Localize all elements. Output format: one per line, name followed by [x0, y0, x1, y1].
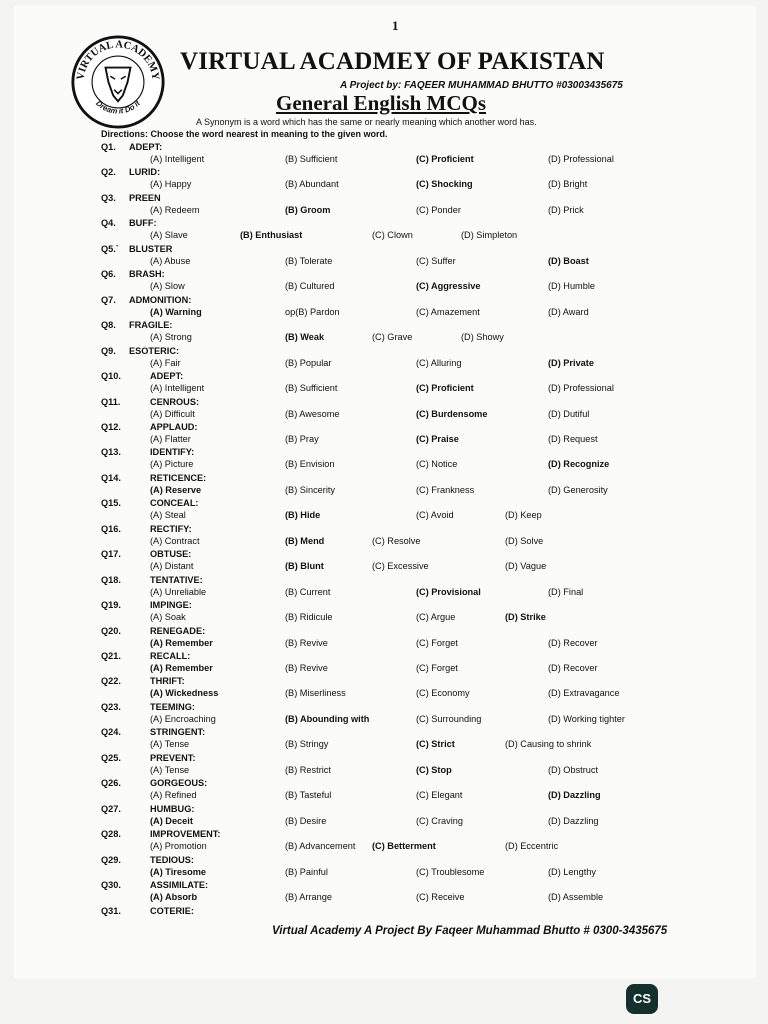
question-row — [0, 446, 768, 458]
options-row — [0, 713, 768, 725]
question-row — [0, 726, 768, 738]
question-row — [0, 345, 768, 357]
question-row — [0, 879, 768, 891]
question-number: Q10. — [101, 371, 121, 381]
question-row — [0, 370, 768, 382]
question-number: Q28. — [101, 829, 121, 839]
question-word: APPLAUD: — [150, 422, 198, 432]
answer-option: (D) Dazzling — [548, 816, 599, 826]
answer-option: (D) Request — [548, 434, 598, 444]
academy-logo — [70, 34, 166, 130]
answer-option-correct: (D) Strike — [505, 612, 546, 622]
question-number: Q22. — [101, 676, 121, 686]
question-row — [0, 599, 768, 611]
question-word: OBTUSE: — [150, 549, 192, 559]
question-number: Q8. — [101, 320, 116, 330]
question-row — [0, 701, 768, 713]
answer-option: (B) Awesome — [285, 409, 340, 419]
answer-option: (C) Excessive — [372, 561, 429, 571]
options-row — [0, 509, 768, 521]
answer-option: (C) Forget — [416, 663, 458, 673]
question-number: Q18. — [101, 575, 121, 585]
answer-option: (C) Economy — [416, 688, 470, 698]
question-row — [0, 650, 768, 662]
question-number: Q16. — [101, 524, 121, 534]
answer-option: (A) Redeem — [150, 205, 200, 215]
options-row — [0, 229, 768, 241]
answer-option: (B) Miserliness — [285, 688, 346, 698]
answer-option-correct: (A) Wickedness — [150, 688, 219, 698]
answer-option-correct: (A) Absorb — [150, 892, 198, 902]
answer-option: (D) Award — [548, 307, 589, 317]
answer-option: (B) Advancement — [285, 841, 356, 851]
question-word: TEEMING: — [150, 702, 195, 712]
answer-option-correct: (B) Weak — [285, 332, 325, 342]
options-row — [0, 306, 768, 318]
question-word: CENROUS: — [150, 397, 200, 407]
options-row — [0, 178, 768, 190]
answer-option: (D) Recover — [548, 638, 598, 648]
answer-option-correct: (D) Private — [548, 358, 594, 368]
question-number: Q6. — [101, 269, 116, 279]
answer-option: (B) Sincerity — [285, 485, 336, 495]
options-row — [0, 764, 768, 776]
answer-option-correct: (D) Boast — [548, 256, 589, 266]
answer-option-correct: (B) Mend — [285, 536, 325, 546]
answer-option: (A) Promotion — [150, 841, 207, 851]
question-number: Q7. — [101, 295, 116, 305]
question-row — [0, 141, 768, 153]
answer-option: (B) Revive — [285, 638, 328, 648]
answer-option-correct: (D) Dazzling — [548, 790, 601, 800]
question-number: Q21. — [101, 651, 121, 661]
answer-option: (C) Elegant — [416, 790, 463, 800]
question-row — [0, 574, 768, 586]
answer-option: (A) Intelligent — [150, 383, 205, 393]
question-row — [0, 905, 768, 917]
question-word: GORGEOUS: — [150, 778, 208, 788]
question-word: ASSIMILATE: — [150, 880, 209, 890]
question-number: Q24. — [101, 727, 121, 737]
answer-option-correct: (A) Warning — [150, 307, 202, 317]
answer-option-correct: (A) Remember — [150, 638, 213, 648]
answer-option: (C) Amazement — [416, 307, 480, 317]
options-row — [0, 153, 768, 165]
options-row — [0, 280, 768, 292]
answer-option: (D) Final — [548, 587, 584, 597]
answer-option: (C) Troublesome — [416, 867, 485, 877]
question-number: Q20. — [101, 626, 121, 636]
question-row — [0, 217, 768, 229]
footer-text: Virtual Academy A Project By Faqeer Muhammad Bhutto # 0300-3435675 — [272, 925, 668, 937]
answer-option: (D) Humble — [548, 281, 595, 291]
answer-option: (B) Ridicule — [285, 612, 333, 622]
answer-option-correct: (C) Proficient — [416, 383, 474, 393]
options-row — [0, 408, 768, 420]
question-row — [0, 752, 768, 764]
question-word: STRINGENT: — [150, 727, 206, 737]
answer-option-correct: (A) Reserve — [150, 485, 202, 495]
answer-option: (B) Cultured — [285, 281, 335, 291]
question-word: RENEGADE: — [150, 626, 206, 636]
question-row — [0, 777, 768, 789]
question-number: Q15. — [101, 498, 121, 508]
question-row — [0, 803, 768, 815]
answer-option: (A) Tense — [150, 765, 190, 775]
question-word: FRAGILE: — [129, 320, 173, 330]
question-row — [0, 268, 768, 280]
answer-option: (B) Sufficient — [285, 383, 338, 393]
answer-option-correct: (D) Recognize — [548, 459, 610, 469]
question-number: Q31. — [101, 906, 121, 916]
question-number: Q11. — [101, 397, 121, 407]
question-word: BRASH: — [129, 269, 165, 279]
question-row — [0, 319, 768, 331]
answer-option-correct: (C) Stop — [416, 765, 452, 775]
answer-option: (C) Clown — [372, 230, 413, 240]
answer-option: (D) Assemble — [548, 892, 604, 902]
options-row — [0, 891, 768, 903]
question-word: RECTIFY: — [150, 524, 192, 534]
answer-option: (D) Dutiful — [548, 409, 590, 419]
question-number: Q2. — [101, 167, 116, 177]
question-number: Q19. — [101, 600, 121, 610]
answer-option-correct: (C) Aggressive — [416, 281, 481, 291]
answer-option: (A) Difficult — [150, 409, 195, 419]
question-word: ESOTERIC: — [129, 346, 180, 356]
answer-option: (C) Argue — [416, 612, 456, 622]
answer-option: (D) Eccentric — [505, 841, 559, 851]
answer-option: (D) Prick — [548, 205, 584, 215]
question-word: RECALL: — [150, 651, 191, 661]
answer-option: (D) Professional — [548, 383, 614, 393]
options-row — [0, 560, 768, 572]
question-word: IMPINGE: — [150, 600, 192, 610]
answer-option: (A) Unreliable — [150, 587, 207, 597]
answer-option: (B) Abundant — [285, 179, 339, 189]
answer-option-correct: (C) Burdensome — [416, 409, 488, 419]
answer-option-correct: (B) Groom — [285, 205, 331, 215]
answer-option: (D) Obstruct — [548, 765, 599, 775]
svg-text:VIRTUAL ACADEMY: VIRTUAL ACADEMY — [75, 39, 161, 81]
answer-option: (B) Pray — [285, 434, 319, 444]
answer-option: (C) Notice — [416, 459, 458, 469]
answer-option: (D) Causing to shrink — [505, 739, 592, 749]
answer-option: (A) Picture — [150, 459, 194, 469]
question-word: IMPROVEMENT: — [150, 829, 221, 839]
answer-option: (C) Suffer — [416, 256, 456, 266]
question-number: Q25. — [101, 753, 121, 763]
answer-option-correct: (C) Betterment — [372, 841, 436, 851]
options-row — [0, 357, 768, 369]
answer-option: (D) Simpleton — [461, 230, 518, 240]
question-word: ADEPT: — [150, 371, 184, 381]
options-row — [0, 255, 768, 267]
options-row — [0, 204, 768, 216]
byline: A Project by: FAQEER MUHAMMAD BHUTTO #03003435675 — [340, 80, 623, 91]
question-row — [0, 396, 768, 408]
question-word: BLUSTER — [129, 244, 173, 254]
answer-option: (B) Revive — [285, 663, 328, 673]
question-word: ADMONITION: — [129, 295, 192, 305]
answer-option: (A) Intelligent — [150, 154, 205, 164]
answer-option: (A) Happy — [150, 179, 192, 189]
options-row — [0, 458, 768, 470]
answer-option: (A) Fair — [150, 358, 181, 368]
answer-option: (D) Showy — [461, 332, 504, 342]
intro-text: A Synonym is a word which has the same or nearly meaning which another word has. — [196, 117, 537, 127]
page-number: 1 — [392, 18, 399, 33]
answer-option: op(B) Pardon — [285, 307, 340, 317]
question-word: TENTATIVE: — [150, 575, 203, 585]
options-row — [0, 789, 768, 801]
answer-option: (C) Grave — [372, 332, 413, 342]
options-row — [0, 815, 768, 827]
answer-option: (B) Arrange — [285, 892, 332, 902]
question-row — [0, 548, 768, 560]
question-word: PREEN — [129, 193, 161, 203]
answer-option: (B) Desire — [285, 816, 327, 826]
question-row — [0, 625, 768, 637]
answer-option: (C) Alluring — [416, 358, 462, 368]
question-number: Q9. — [101, 346, 116, 356]
answer-option: (C) Avoid — [416, 510, 454, 520]
answer-option: (A) Steal — [150, 510, 186, 520]
question-word: ADEPT: — [129, 142, 163, 152]
question-word: HUMBUG: — [150, 804, 195, 814]
answer-option: (A) Slave — [150, 230, 188, 240]
question-number: Q1. — [101, 142, 116, 152]
answer-option: (D) Lengthy — [548, 867, 597, 877]
answer-option: (A) Slow — [150, 281, 185, 291]
options-row — [0, 662, 768, 674]
answer-option-correct: (A) Remember — [150, 663, 213, 673]
directions-text: Directions: Choose the word nearest in meaning to the given word. — [101, 129, 388, 139]
answer-option-correct: (C) Shocking — [416, 179, 473, 189]
answer-option-correct: (A) Tiresome — [150, 867, 206, 877]
svg-text:Dream it Do it: Dream it Do it — [94, 98, 142, 116]
question-word: BUFF: — [129, 218, 157, 228]
options-row — [0, 611, 768, 623]
answer-option: (A) Refined — [150, 790, 197, 800]
question-row — [0, 472, 768, 484]
answer-option: (D) Extravagance — [548, 688, 620, 698]
answer-option: (B) Painful — [285, 867, 328, 877]
answer-option-correct: (B) Hide — [285, 510, 321, 520]
answer-option: (B) Restrict — [285, 765, 331, 775]
question-number: Q23. — [101, 702, 121, 712]
answer-option: (A) Distant — [150, 561, 194, 571]
question-number: Q30. — [101, 880, 121, 890]
question-row — [0, 192, 768, 204]
answer-option: (C) Resolve — [372, 536, 421, 546]
answer-option: (A) Contract — [150, 536, 200, 546]
options-row — [0, 637, 768, 649]
answer-option: (C) Ponder — [416, 205, 461, 215]
answer-option: (D) Vague — [505, 561, 547, 571]
answer-option: (A) Flatter — [150, 434, 191, 444]
answer-option: (D) Bright — [548, 179, 588, 189]
answer-option: (C) Surrounding — [416, 714, 482, 724]
answer-option-correct: (B) Blunt — [285, 561, 324, 571]
question-word: TEDIOUS: — [150, 855, 194, 865]
options-row — [0, 687, 768, 699]
answer-option-correct: (C) Provisional — [416, 587, 481, 597]
options-row — [0, 535, 768, 547]
answer-option: (D) Recover — [548, 663, 598, 673]
question-number: Q3. — [101, 193, 116, 203]
answer-option: (D) Professional — [548, 154, 614, 164]
answer-option: (D) Working tighter — [548, 714, 625, 724]
question-row — [0, 828, 768, 840]
question-word: PREVENT: — [150, 753, 196, 763]
answer-option: (B) Tasteful — [285, 790, 332, 800]
question-number: Q13. — [101, 447, 121, 457]
question-row — [0, 294, 768, 306]
answer-option: (C) Forget — [416, 638, 458, 648]
question-number: Q26. — [101, 778, 121, 788]
options-row — [0, 586, 768, 598]
question-number: Q29. — [101, 855, 121, 865]
answer-option: (A) Encroaching — [150, 714, 216, 724]
options-row — [0, 331, 768, 343]
answer-option: (D) Generosity — [548, 485, 608, 495]
answer-option: (B) Sufficient — [285, 154, 338, 164]
options-row — [0, 866, 768, 878]
answer-option: (D) Keep — [505, 510, 542, 520]
question-number: Q27. — [101, 804, 121, 814]
answer-option-correct: (A) Deceit — [150, 816, 193, 826]
question-word: IDENTIFY: — [150, 447, 195, 457]
question-word: THRIFT: — [150, 676, 185, 686]
question-row — [0, 243, 768, 255]
answer-option-correct: (B) Abounding with — [285, 714, 370, 724]
subject-heading: General English MCQs — [276, 91, 487, 115]
question-number: Q4. — [101, 218, 116, 228]
answer-option: (B) Envision — [285, 459, 335, 469]
question-number: Q17. — [101, 549, 121, 559]
answer-option: (A) Strong — [150, 332, 192, 342]
options-row — [0, 738, 768, 750]
answer-option: (A) Tense — [150, 739, 190, 749]
question-number: Q5.` — [101, 244, 119, 254]
answer-option: (D) Solve — [505, 536, 544, 546]
options-row — [0, 433, 768, 445]
answer-option: (B) Popular — [285, 358, 332, 368]
answer-option: (B) Current — [285, 587, 331, 597]
answer-option: (A) Abuse — [150, 256, 191, 266]
question-row — [0, 523, 768, 535]
question-word: LURID: — [129, 167, 161, 177]
answer-option-correct: (B) Enthusiast — [240, 230, 303, 240]
options-row — [0, 484, 768, 496]
question-word: CONCEAL: — [150, 498, 199, 508]
document-title: VIRTUAL ACADMEY OF PAKISTAN — [180, 48, 605, 75]
question-number: Q12. — [101, 422, 121, 432]
answer-option: (B) Tolerate — [285, 256, 333, 266]
question-word: COTERIE: — [150, 906, 194, 916]
camscanner-badge: CS — [626, 984, 658, 1014]
question-row — [0, 675, 768, 687]
answer-option-correct: (C) Proficient — [416, 154, 474, 164]
answer-option: (C) Frankness — [416, 485, 475, 495]
answer-option: (C) Receive — [416, 892, 465, 902]
question-row — [0, 854, 768, 866]
options-row — [0, 382, 768, 394]
answer-option-correct: (C) Strict — [416, 739, 455, 749]
answer-option-correct: (C) Praise — [416, 434, 459, 444]
question-word: RETICENCE: — [150, 473, 207, 483]
question-row — [0, 497, 768, 509]
question-row — [0, 421, 768, 433]
question-number: Q14. — [101, 473, 121, 483]
answer-option: (C) Craving — [416, 816, 463, 826]
question-row — [0, 166, 768, 178]
answer-option: (A) Soak — [150, 612, 186, 622]
answer-option: (B) Stringy — [285, 739, 329, 749]
options-row — [0, 840, 768, 852]
